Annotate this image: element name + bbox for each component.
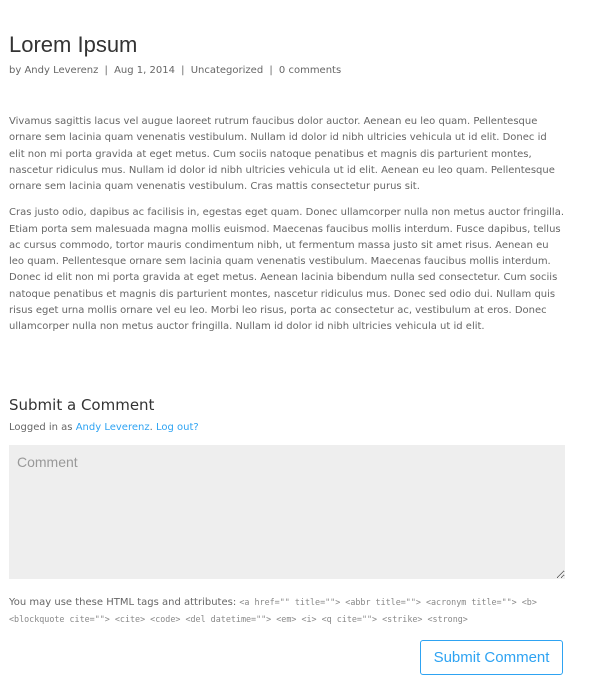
post-date: Aug 1, 2014	[114, 65, 175, 76]
post-meta	[9, 63, 341, 79]
post-paragraph: Vivamus sagittis lacus vel augue laoreet rutrum faucibus dolor auctor. Aenean eu leo quam. Pellentesque ornare sem lacinia quam venenatis vestibulum. Nullam id dolor id nibh ultricies vehicula ut id elit. Donec id elit non mi porta gravida at eget metus. Cum sociis natoque penatibus et magnis dis parturient montes, nascetur ridiculus mus. Nullam id dolor id nibh ultricies vehicula ut id elit. Aenean eu leo quam. Pellentesque ornare sem lacinia quam venenatis vestibulum. Cras mattis consectetur purus sit.	[9, 116, 555, 192]
post-body	[9, 114, 565, 345]
logged-in-user-link[interactable]: Andy Leverenz	[75, 422, 150, 433]
meta-separator: |	[104, 65, 108, 76]
meta-separator: |	[269, 65, 273, 76]
comment-form-title: Submit a Comment	[9, 396, 155, 414]
author-link[interactable]: Andy Leverenz	[24, 65, 99, 76]
meta-separator: |	[181, 65, 185, 76]
allowed-tags-label: You may use these HTML tags and attributes:	[9, 597, 237, 608]
submit-comment-button[interactable]: Submit Comment	[420, 640, 563, 675]
allowed-tags-note	[9, 594, 569, 628]
logged-in-notice	[9, 420, 199, 436]
comments-count-link[interactable]: 0 comments	[278, 65, 342, 76]
logout-link[interactable]: Log out?	[155, 422, 199, 433]
post-paragraph: Cras justo odio, dapibus ac facilisis in, egestas eget quam. Donec ullamcorper nulla non metus auctor fringilla. Etiam porta sem malesuada magna mollis euismod. Maecenas faucibus mollis interdum. Fusce dapibus, tellus ac cursus commodo, tortor mauris condimentum nibh, ut fermentum massa justo sit amet risus. Aenean eu leo quam. Pellentesque ornare sem lacinia quam venenatis vestibulum. Maecenas faucibus mollis interdum. Donec id elit non mi porta gravida at eget metus. Aenean lacinia bibendum nulla sed consectetur. Cum sociis natoque penatibus et magnis dis parturient montes, nascetur ridiculus mus. Donec sed odio dui. Nullam quis risus eget urna mollis ornare vel eu leo. Morbi leo risus, porta ac consectetur ac, vestibulum at eros. Donec ullamcorper nulla non metus auctor fringilla. Nullam id dolor id nibh ultricies vehicula ut id elit.	[9, 207, 564, 332]
meta-by: by	[9, 65, 22, 76]
comment-textarea[interactable]	[9, 445, 565, 579]
logged-in-dot: .	[149, 422, 153, 433]
category-link[interactable]: Uncategorized	[190, 65, 264, 76]
allowed-tags-list: <a href="" title=""> <abbr title=""> <acronym title=""> <b> <blockquote cite=""> <cite> <code> <del datetime=""> <em> <i> <q cite=""> <strike> <strong>	[9, 597, 537, 624]
post-title: Lorem Ipsum	[9, 32, 138, 57]
logged-in-prefix: Logged in as	[9, 422, 73, 433]
